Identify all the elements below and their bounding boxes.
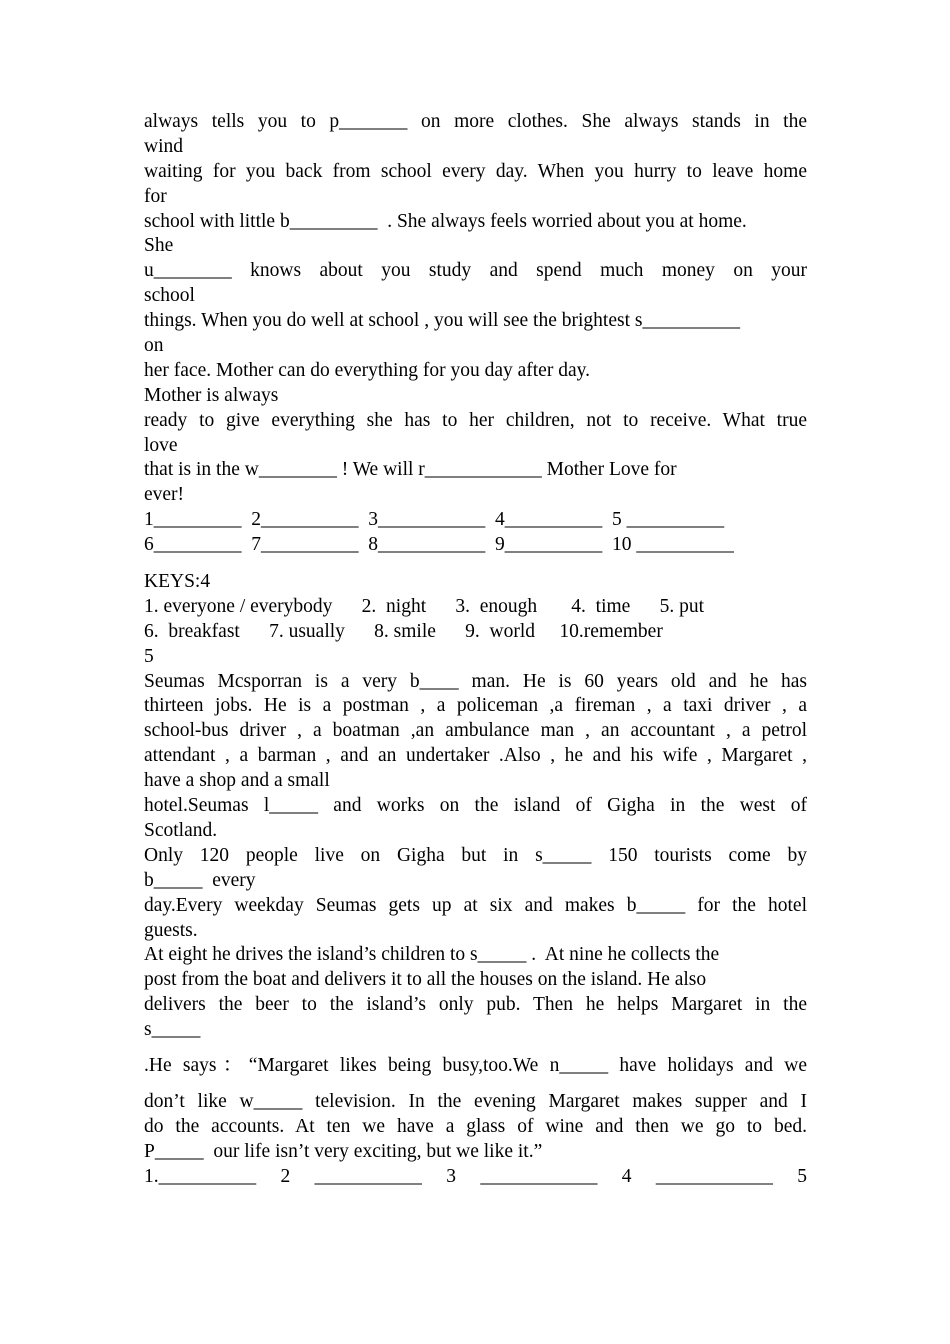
text-line: have a shop and a small	[144, 770, 330, 792]
text-line: At eight he drives the island’s children to s_____ . At nine he collects the	[144, 944, 720, 966]
text-line: love	[144, 434, 178, 456]
text-line: s_____	[144, 1019, 201, 1041]
text-line: guests.	[144, 919, 198, 941]
text-line: waiting for you back from school every day. When you hurry to leave home	[144, 160, 807, 182]
document-page	[144, 110, 807, 1189]
passage-5-section	[144, 645, 807, 1190]
keys-row-2: 6. breakfast 7. usually 8. smile 9. world 10.remember	[144, 620, 663, 642]
text-line: Only 120 people live on Gigha but in s_____ 150 tourists come by	[144, 844, 807, 866]
text-line: thirteen jobs. He is a postman , a policeman ,a fireman , a taxi driver , a	[144, 695, 807, 717]
text-line: her face. Mother can do everything for you day after day.	[144, 359, 590, 381]
keys-heading: KEYS:4	[144, 571, 211, 593]
keys-row-1: 1. everyone / everybody 2. night 3. enough 4. time 5. put	[144, 595, 704, 617]
keys-4-section	[144, 570, 807, 645]
passage-5-quote-line: .He says：“Margaret likes being busy,too.We n_____ have holidays and we	[144, 1054, 807, 1076]
passage-4-text	[144, 110, 807, 558]
passage-5-text-a	[144, 670, 807, 1043]
text-line: school	[144, 285, 195, 307]
text-line: delivers the beer to the island’s only pub. Then he helps Margaret in the	[144, 994, 807, 1016]
text-line: Scotland.	[144, 819, 218, 841]
spacer	[144, 1079, 807, 1090]
text-line: b_____ every	[144, 869, 256, 891]
text-line: Seumas Mcsporran is a very b____ man. He is 60 years old and he has	[144, 670, 807, 692]
text-line: post from the boat and delivers it to all the houses on the island. He also	[144, 969, 707, 991]
text-line: always tells you to p_______ on more clothes. She always stands in the	[144, 111, 807, 132]
text-line: P_____ our life isn’t very exciting, but we like it.”	[144, 1140, 543, 1162]
text-line: 1_________ 2__________ 3___________ 4__________ 5 __________	[144, 509, 725, 531]
text-line: ever!	[144, 484, 185, 506]
text-line: school-bus driver , a boatman ,an ambulance man , an accountant , a petrol	[144, 720, 807, 742]
text-line: hotel.Seumas l_____ and works on the island of Gigha in the west of	[144, 795, 807, 817]
text-line: ready to give everything she has to her children, not to receive. What true	[144, 409, 807, 431]
text-line: don’t like w_____ television. In the evening Margaret makes supper and I	[144, 1090, 807, 1112]
passage-number: 5	[144, 645, 154, 667]
text-line: school with little b_________ . She always feels worried about you at home.	[144, 210, 747, 232]
text-line: u________ knows about you study and spend much money on your	[144, 260, 807, 282]
text-line: 6_________ 7__________ 8___________ 9__________ 10 __________	[144, 534, 734, 556]
text-line: for	[144, 185, 167, 207]
text-line: She	[144, 235, 174, 257]
text-line: things. When you do well at school , you will see the brightest s__________	[144, 310, 740, 332]
text-line: attendant , a barman , and an undertaker .Also , he and his wife , Margaret ,	[144, 745, 807, 767]
text-line: Mother is always	[144, 384, 279, 406]
text-line: that is in the w________ ! We will r____________ Mother Love for	[144, 459, 677, 481]
text-line: wind	[144, 135, 183, 157]
text-line: do the accounts. At ten we have a glass of wine and then we go to bed.	[144, 1115, 807, 1137]
spacer	[144, 1043, 807, 1054]
answer-blanks-row: 1.__________ 2 ___________ 3 ____________ 4 ____________ 5	[144, 1165, 807, 1187]
spacer	[144, 558, 807, 570]
text-line: on	[144, 335, 164, 357]
passage-5-text-c	[144, 1090, 807, 1165]
text-line: day.Every weekday Seumas gets up at six and makes b_____ for the hotel	[144, 894, 807, 916]
